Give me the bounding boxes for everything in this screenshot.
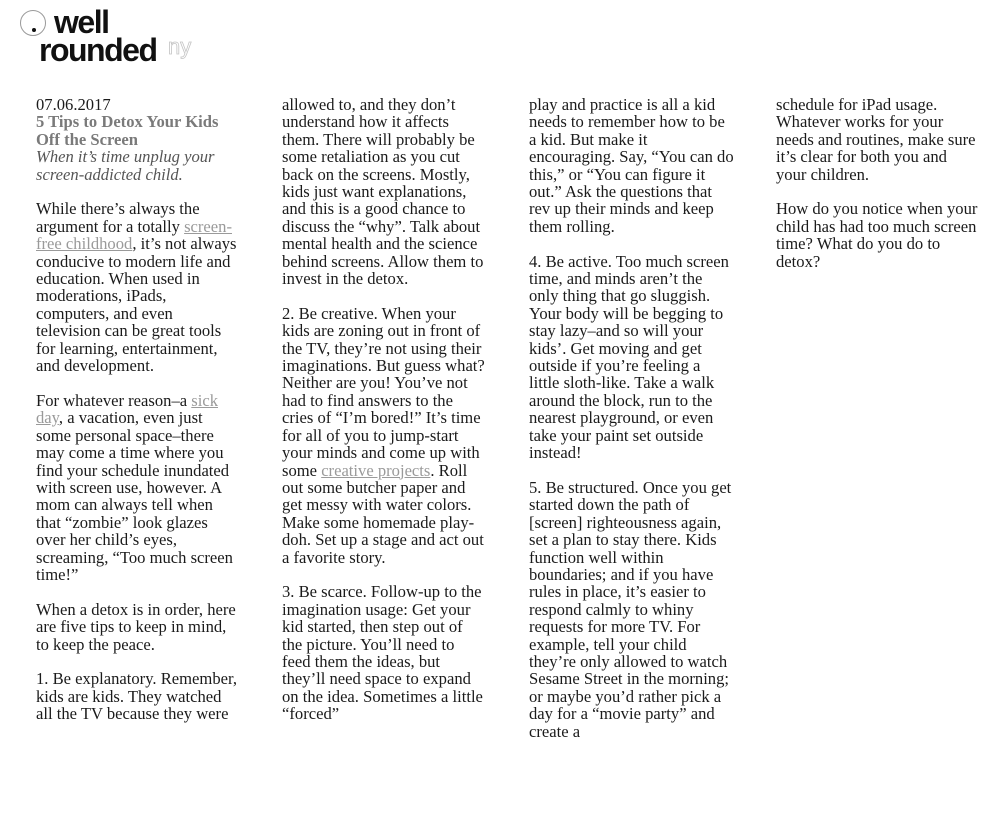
site-logo[interactable] <box>20 4 220 70</box>
text-segment: , a vacation, even just some personal space–there may come a time where you find your schedule inundated with screen use, however. A mom can always tell when that “zombie” look glazes over her child’s eyes, screaming, “Too much screen time!” <box>36 408 233 584</box>
paragraph-tip-2 <box>282 305 487 566</box>
article-column-1 <box>36 96 241 740</box>
post-header <box>36 96 241 183</box>
logo-word-well: well <box>54 4 109 40</box>
link-screen-free-childhood[interactable]: screen-free childhood <box>36 216 232 254</box>
article-column-4 <box>776 96 981 287</box>
paragraph-tip-5-cont: schedule for iPad usage. Whatever works for your needs and routines, make sure it’s clear for both you and your children. <box>776 95 976 184</box>
link-sick-day[interactable]: sick day <box>36 390 219 428</box>
article-column-2 <box>282 96 487 740</box>
logo-word-rounded: rounded <box>39 32 157 68</box>
paragraph-tip-5: 5. Be structured. Once you get started down the path of [screen] righteousness again, set a plan to stay there. Kids function well within boundaries; and if you have rules in place, it’s easier to respond calmly to whiny requests for more TV. For example, tell your child they’re only allowed to watch Sesame Street in the morning; or maybe you’d rather pick a day for a “movie party” and create a <box>529 477 732 741</box>
paragraph-tip-4: 4. Be active. Too much screen time, and minds aren’t the only thing that go sluggish. Your body will be begging to stay lazy–and so will your kids’. Get moving and get outside if you’re feeling a little sloth-like. Take a walk around the block, run to the nearest playground, or even take your paint set outside instead! <box>529 251 729 463</box>
text-segment: While there’s always the argument for a totally <box>36 199 200 236</box>
text-segment: 2. Be creative. When your kids are zoning out in front of the TV, they’re not using their imaginations. But guess what? Neither are you! You’ve not had to find answers to the cries of “I’m bored!” It’s time for all of you to jump-start your minds and come up with some <box>282 303 485 480</box>
text-segment: , it’s not always conducive to modern life and education. When used in moderations, iPads, computers, and even television can be great tools for learning, entertainment, and development. <box>36 234 237 376</box>
post-date: 07.06.2017 <box>36 95 111 114</box>
paragraph-detox-intro: When a detox is in order, here are five tips to keep in mind, to keep the peace. <box>36 599 236 654</box>
post-subtitle: When it’s time unplug your screen-addicted child. <box>36 147 215 184</box>
paragraph-intro <box>36 200 241 374</box>
article-column-3 <box>529 96 734 757</box>
paragraph-tip-1: 1. Be explanatory. Remember, kids are kids. They watched all the TV because they were <box>36 669 238 724</box>
post-title[interactable]: 5 Tips to Detox Your Kids Off the Screen <box>36 112 219 149</box>
logo-dot <box>32 28 36 32</box>
text-segment: For whatever reason–a <box>36 390 192 410</box>
paragraph-tip-3-cont: play and practice is all a kid needs to remember how to be a kid. But make it encouraging. Say, “You can do this,” or “You can figure it out.” Ask the questions that rev up their minds and keep them rolling. <box>529 95 734 236</box>
link-creative-projects[interactable]: creative projects <box>321 460 431 480</box>
text-segment: . Roll out some butcher paper and get messy with water colors. Make some homemade play-doh. Set up a stage and act out a favorite story. <box>282 460 484 567</box>
logo-word-ny: ny <box>168 34 192 59</box>
paragraph-tip-1-cont: allowed to, and they don’t understand how it affects them. There will probably be some retaliation as you cut back on the screens. Mostly, kids just want explanations, and this is a good chance to discuss the “why”. Talk about mental health and the science behind screens. Allow them to invest in the detox. <box>282 95 484 289</box>
paragraph-closing-question: How do you notice when your child has had too much screen time? What do you do to detox? <box>776 199 978 271</box>
paragraph-tip-3: 3. Be scarce. Follow-up to the imagination usage: Get your kid started, then step out of the picture. You’ll need to feed them the ideas, but they’ll need space to expand on the idea. Sometimes a little “forced” <box>282 582 483 724</box>
paragraph-reason <box>36 392 241 583</box>
